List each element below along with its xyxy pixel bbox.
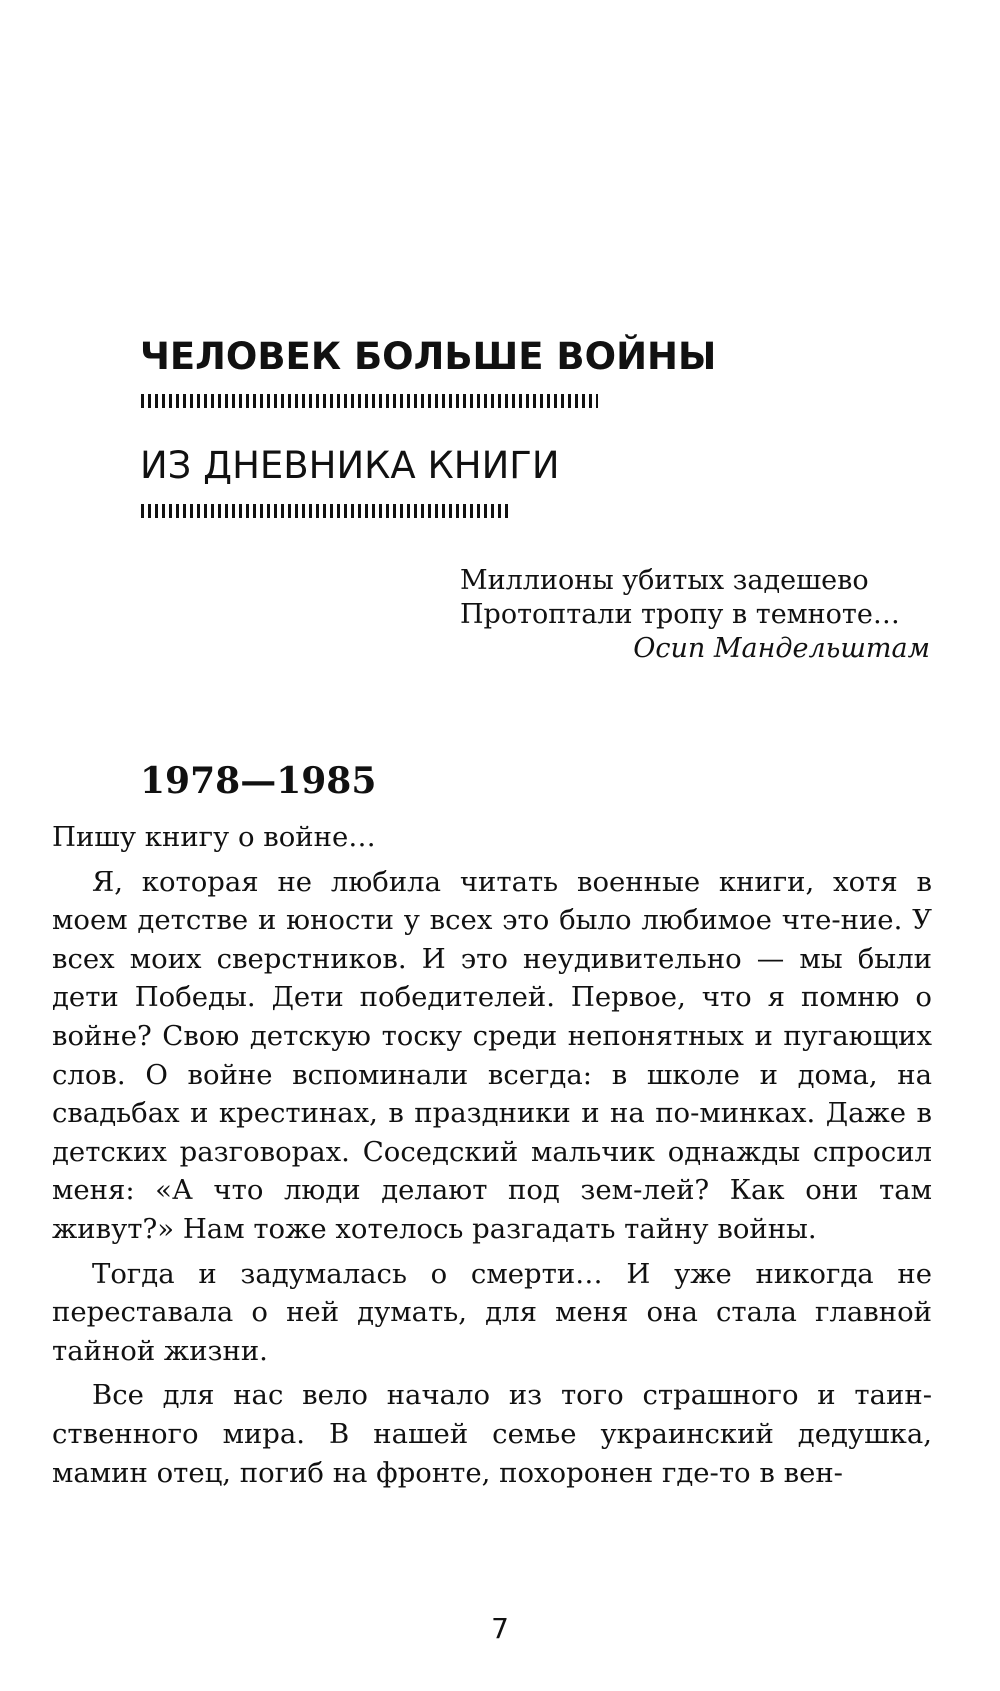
epigraph: [460, 564, 930, 666]
epigraph-line-1: Миллионы убитых задешево: [460, 565, 869, 596]
title-underline-decoration: [141, 394, 598, 408]
paragraph: Я, которая не любила читать военные книги, хотя в моем детстве и юности у всех это было любимое чте-ние. У всех моих сверстников. И это неудивительно — мы были дети Победы. Дети победителей. Первое, что я помню о войне? Свою детскую тоску среди непонятных и пугающих слов. О войне вспоминали всегда: в школе и дома, на свадьбах и крестинах, в праздники и на по-минках. Даже в детских разговорах. Соседский мальчик однажды спросил меня: «А что люди делают под зем-лей? Как они там живут?» Нам тоже хотелось разгадать тайну войны.: [52, 865, 932, 1245]
paragraph: Тогда и задумалась о смерти… И уже никогда не переставала о ней думать, для меня она стала главной тайной жизни.: [52, 1257, 932, 1367]
subtitle-underline-decoration: [141, 504, 511, 518]
chapter-subtitle: ИЗ ДНЕВНИКА КНИГИ: [140, 444, 560, 487]
paragraph: Пишу книгу о войне…: [52, 821, 376, 853]
epigraph-line-2: Протоптали тропу в темноте…: [460, 599, 900, 630]
page-number: 7: [491, 1612, 509, 1645]
epigraph-author: Осип Мандельштам: [633, 633, 930, 664]
body-text: [52, 818, 932, 1498]
paragraph: Все для нас вело начало из того страшного и таин-ственного мира. В нашей семье украинский дедушка, мамин отец, погиб на фронте, похоронен где-то в вен-: [52, 1379, 932, 1489]
section-heading-years: 1978—1985: [140, 760, 377, 802]
book-title: ЧЕЛОВЕК БОЛЬШЕ ВОЙНЫ: [140, 335, 717, 378]
